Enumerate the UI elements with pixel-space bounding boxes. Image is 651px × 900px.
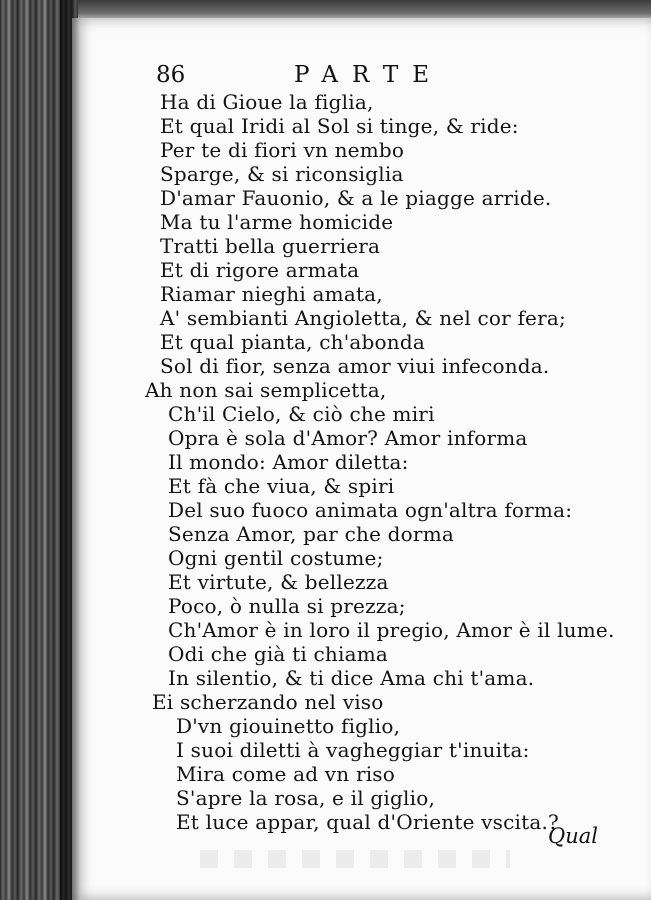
poem-line: Ma tu l'arme homicide bbox=[160, 210, 394, 234]
poem-line: Ei scherzando nel viso bbox=[152, 690, 384, 714]
poem-line: Ogni gentil costume; bbox=[168, 546, 384, 570]
poem-line: Et fà che viua, & spiri bbox=[168, 474, 395, 498]
poem-line: Sol di fior, senza amor viui infeconda. bbox=[160, 354, 550, 378]
running-head: PARTE bbox=[294, 62, 444, 88]
poem-line: D'vn giouinetto figlio, bbox=[176, 714, 401, 738]
page-header bbox=[156, 62, 626, 92]
poem-line: Il mondo: Amor diletta: bbox=[168, 450, 409, 474]
poem-line: Et di rigore armata bbox=[160, 258, 360, 282]
poem-line: In silentio, & ti dice Ama chi t'ama. bbox=[168, 666, 535, 690]
poem-line: Per te di fiori vn nembo bbox=[160, 138, 405, 162]
poem-line: Del suo fuoco animata ogn'altra forma: bbox=[168, 498, 573, 522]
poem-line: Opra è sola d'Amor? Amor informa bbox=[168, 426, 528, 450]
poem-line: Senza Amor, par che dorma bbox=[168, 522, 454, 546]
poem-line: Et qual Iridi al Sol si tinge, & ride: bbox=[160, 114, 519, 138]
poem-line: D'amar Fauonio, & a le piagge arride. bbox=[160, 186, 552, 210]
poem-line: Ch'il Cielo, & ciò che miri bbox=[168, 402, 435, 426]
poem-line: Odi che già ti chiama bbox=[168, 642, 388, 666]
page-number: 86 bbox=[156, 62, 186, 88]
poem-line: Ha di Gioue la figlia, bbox=[160, 90, 374, 114]
poem-line: I suoi diletti à vagheggiar t'inuita: bbox=[176, 738, 530, 762]
poem-line: Et virtute, & bellezza bbox=[168, 570, 389, 594]
poem-line: Riamar nieghi amata, bbox=[160, 282, 383, 306]
show-through-text bbox=[200, 850, 510, 868]
poem-line: A' sembianti Angioletta, & nel cor fera; bbox=[160, 306, 566, 330]
poem-line: Et qual pianta, ch'abonda bbox=[160, 330, 425, 354]
poem-line: Poco, ò nulla si prezza; bbox=[168, 594, 406, 618]
poem-line: Sparge, & si riconsiglia bbox=[160, 162, 404, 186]
poem-line: S'apre la rosa, e il giglio, bbox=[176, 786, 435, 810]
poem-line: Tratti bella guerriera bbox=[160, 234, 381, 258]
poem-line: Ah non sai semplicetta, bbox=[145, 378, 387, 402]
catchword: Qual bbox=[548, 824, 598, 848]
gutter-shadow bbox=[60, 0, 80, 900]
poem-line: Ch'Amor è in loro il pregio, Amor è il lume. bbox=[168, 618, 615, 642]
poem-line: Mira come ad vn riso bbox=[176, 762, 395, 786]
poem-line: Et luce appar, qual d'Oriente vscita.? bbox=[176, 810, 559, 834]
